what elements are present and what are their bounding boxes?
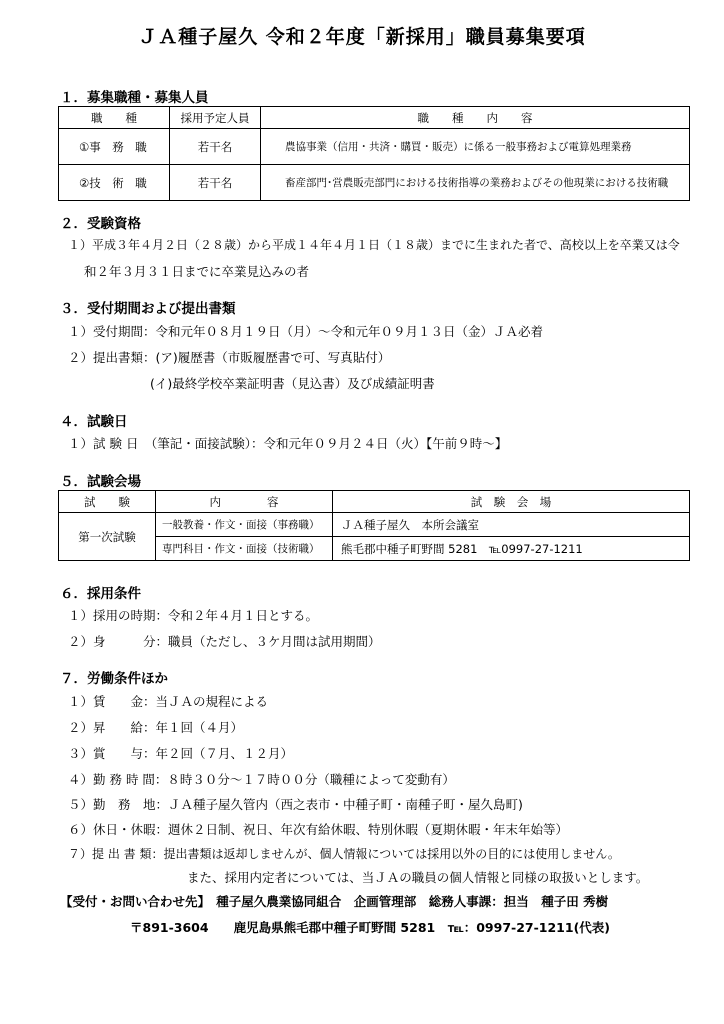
recruitment-table xyxy=(58,106,690,201)
page-title: ＪＡ種子屋久 令和２年度「新採用」職員募集要項 xyxy=(138,26,586,48)
section-1-heading: １．募集職種・募集人員 xyxy=(60,90,209,106)
table-row xyxy=(59,165,690,201)
application-period: １）受付期間：令和元年０８月１９日（月）～令和元年０９月１３日（金）ＪＡ必着 xyxy=(68,324,544,339)
section-6-heading: ６．採用条件 xyxy=(60,586,141,602)
job-name: ②技 術 職 xyxy=(59,165,170,201)
job-name: ①事 務 職 xyxy=(59,129,170,165)
condition-item: ６）休日・休暇：週休２日制、祝日、年次有給休暇、特別休暇（夏期休暇・年末年始等） xyxy=(68,822,569,837)
exam-venue-table xyxy=(58,490,690,561)
exam-content-2: 専門科目・作文・面接（技術職） xyxy=(156,537,333,561)
condition-item: ３）賞 与：年２回（７月、１２月） xyxy=(68,746,294,761)
header-content: 内 容 xyxy=(156,491,333,513)
exam-date: １）試 験 日 （筆記・面接試験）：令和元年０９月２４日（火）【午前９時～】 xyxy=(68,436,508,451)
condition-item: ２）昇 給：年１回（４月） xyxy=(68,720,244,735)
header-venue: 試 験 会 場 xyxy=(333,491,690,513)
section-3-heading: ３．受付期間および提出書類 xyxy=(60,301,236,317)
section-4-heading: ４．試験日 xyxy=(60,414,128,430)
qualification-line-1: １）平成３年４月２日（２８歳）から平成１４年４月１日（１８歳）までに生まれた者で、高校以上を卒業又は令 xyxy=(68,238,680,252)
header-job: 職 種 xyxy=(59,107,170,129)
job-count: 若干名 xyxy=(170,129,261,165)
venue-2: 熊毛郡中種子町野間 5281 ℡0997-27-1211 xyxy=(333,537,690,561)
condition-item: ４）勤 務 時 間：８時３０分～１７時００分（職種によって変動有） xyxy=(68,772,455,787)
header-count: 採用予定人員 xyxy=(170,107,261,129)
table-row xyxy=(59,513,690,537)
employment-status: ２）身 分：職員（ただし、３ケ月間は試用期間） xyxy=(68,634,381,649)
venue-1: ＪＡ種子屋久 本所会議室 xyxy=(333,513,690,537)
qualification-line-2: 和２年３月３１日までに卒業見込みの者 xyxy=(84,264,310,279)
documents-line-1: ２）提出書類：(ア)履歴書（市販履歴書で可、写真貼付） xyxy=(68,350,391,365)
condition-item: １）賃 金：当ＪＡの規程による xyxy=(68,694,269,709)
condition-item: ７）提 出 書 類：提出書類は返却しませんが、個人情報については採用以外の目的には使用しません。 xyxy=(68,847,620,861)
contact-line-1: 【受付・お問い合わせ先】 種子屋久農業協同組合 企画管理部 総務人事課：担当 種子田 秀樹 xyxy=(60,894,609,909)
job-desc: 畜産部門･営農販売部門における技術指導の業務およびその他現業における技術職 xyxy=(261,165,690,201)
header-desc: 職 種 内 容 xyxy=(261,107,690,129)
job-desc: 農協事業（信用・共済・購買・販売）に係る一般事務および電算処理業務 xyxy=(261,129,690,165)
section-5-heading: ５．試験会場 xyxy=(60,474,141,490)
condition-item: ５）勤 務 地：ＪＡ種子屋久管内（西之表市・中種子町・南種子町・屋久島町) xyxy=(68,797,523,812)
hire-date: １）採用の時期：令和２年４月１日とする。 xyxy=(68,608,319,623)
section-7-heading: ７．労働条件ほか xyxy=(60,671,168,687)
privacy-note: また、採用内定者については、当ＪＡの職員の個人情報と同様の取扱いとします。 xyxy=(187,870,649,885)
exam-content-1: 一般教養・作文・面接（事務職） xyxy=(156,513,333,537)
exam-name: 第一次試験 xyxy=(59,513,156,561)
documents-line-2: (イ)最終学校卒業証明書（見込書）及び成績証明書 xyxy=(150,376,435,391)
section-2-heading: ２．受験資格 xyxy=(60,216,141,232)
header-exam: 試 験 xyxy=(59,491,156,513)
contact-line-2: 〒891-3604 鹿児島県熊毛郡中種子町野間 5281 ℡：0997-27-1211(代表) xyxy=(130,920,610,935)
job-count: 若干名 xyxy=(170,165,261,201)
table-row xyxy=(59,129,690,165)
